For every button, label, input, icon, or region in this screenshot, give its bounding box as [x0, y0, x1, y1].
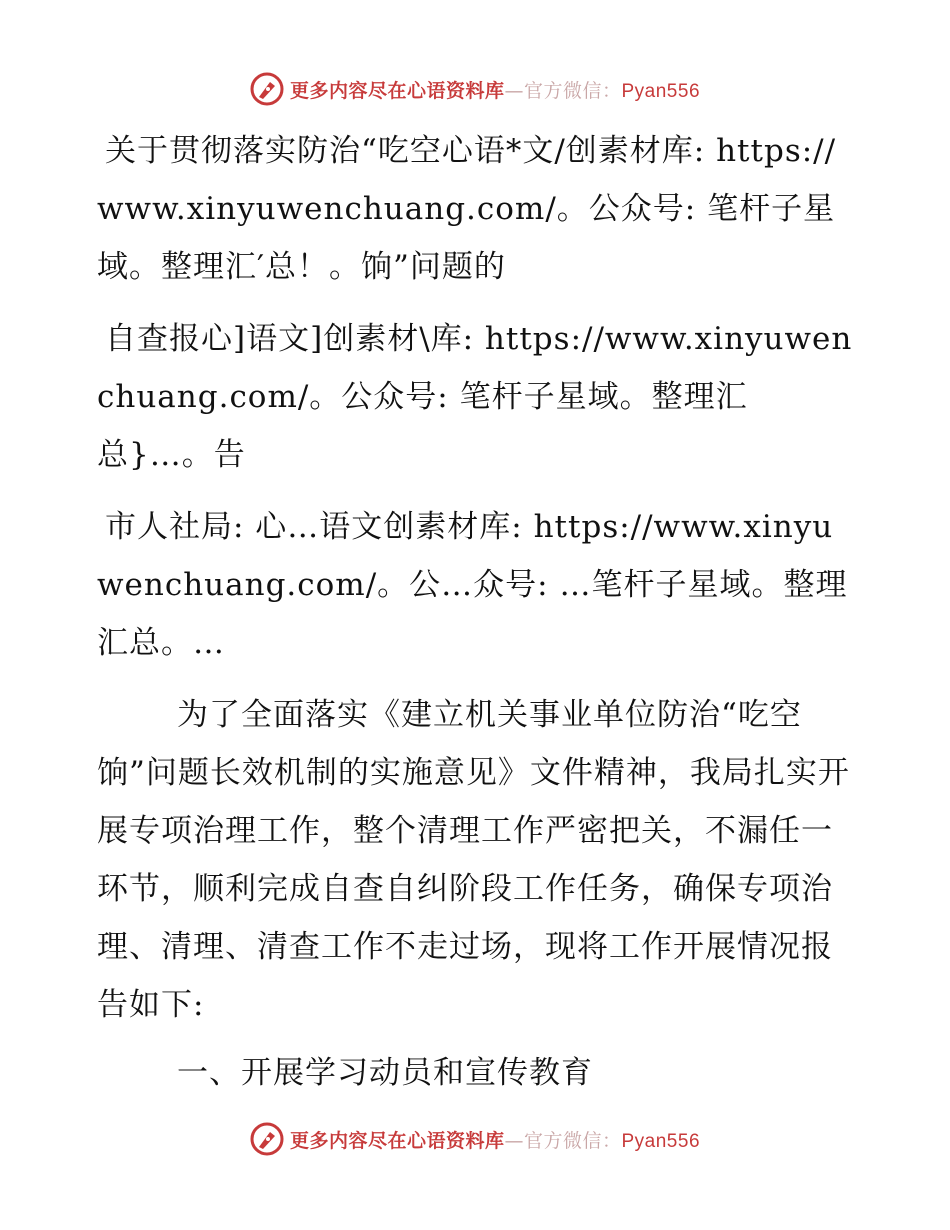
section-heading: 一、开展学习动员和宣传教育 [177, 1055, 593, 1091]
document-body [97, 122, 857, 1102]
body-paragraph: 为了全面落实《建立机关事业单位防治“吃空饷”问题长效机制的实施意见》文件精神，我局扎实开展专项治理工作，整个清理工作严密把关，不漏任一环节，顺利完成自查自纠阶段工作任务，确保专项治理、清理、清查工作不走过场，现将工作开展情况报告如下: [97, 697, 850, 1023]
watermark-footer [0, 1122, 950, 1156]
watermark-header [0, 72, 950, 106]
pen-nib-circle-icon [250, 1122, 284, 1156]
watermark-text: 更多内容尽在心语资料库—官方微信：Pyan556 [289, 79, 701, 102]
document-title-line-1: 关于贯彻落实防治“吃空心语*文/创素材库: https://www.xinyuwenchuang.com/。公众号: 笔杆子星域。整理汇′总！。饷”问题的 [97, 133, 837, 285]
watermark-text: 更多内容尽在心语资料库—官方微信：Pyan556 [289, 1129, 701, 1152]
document-title-line-2: 自查报心]语文]创素材\库: https://www.xinyuwenchuang.com/。公众号: 笔杆子星域。整理汇总}…。告 [97, 321, 853, 473]
document-author: 市人社局: 心…语文创素材库: https://www.xinyuwenchuang.com/。公…众号: …笔杆子星域。整理汇总。… [97, 509, 848, 661]
pen-nib-circle-icon [250, 72, 284, 106]
